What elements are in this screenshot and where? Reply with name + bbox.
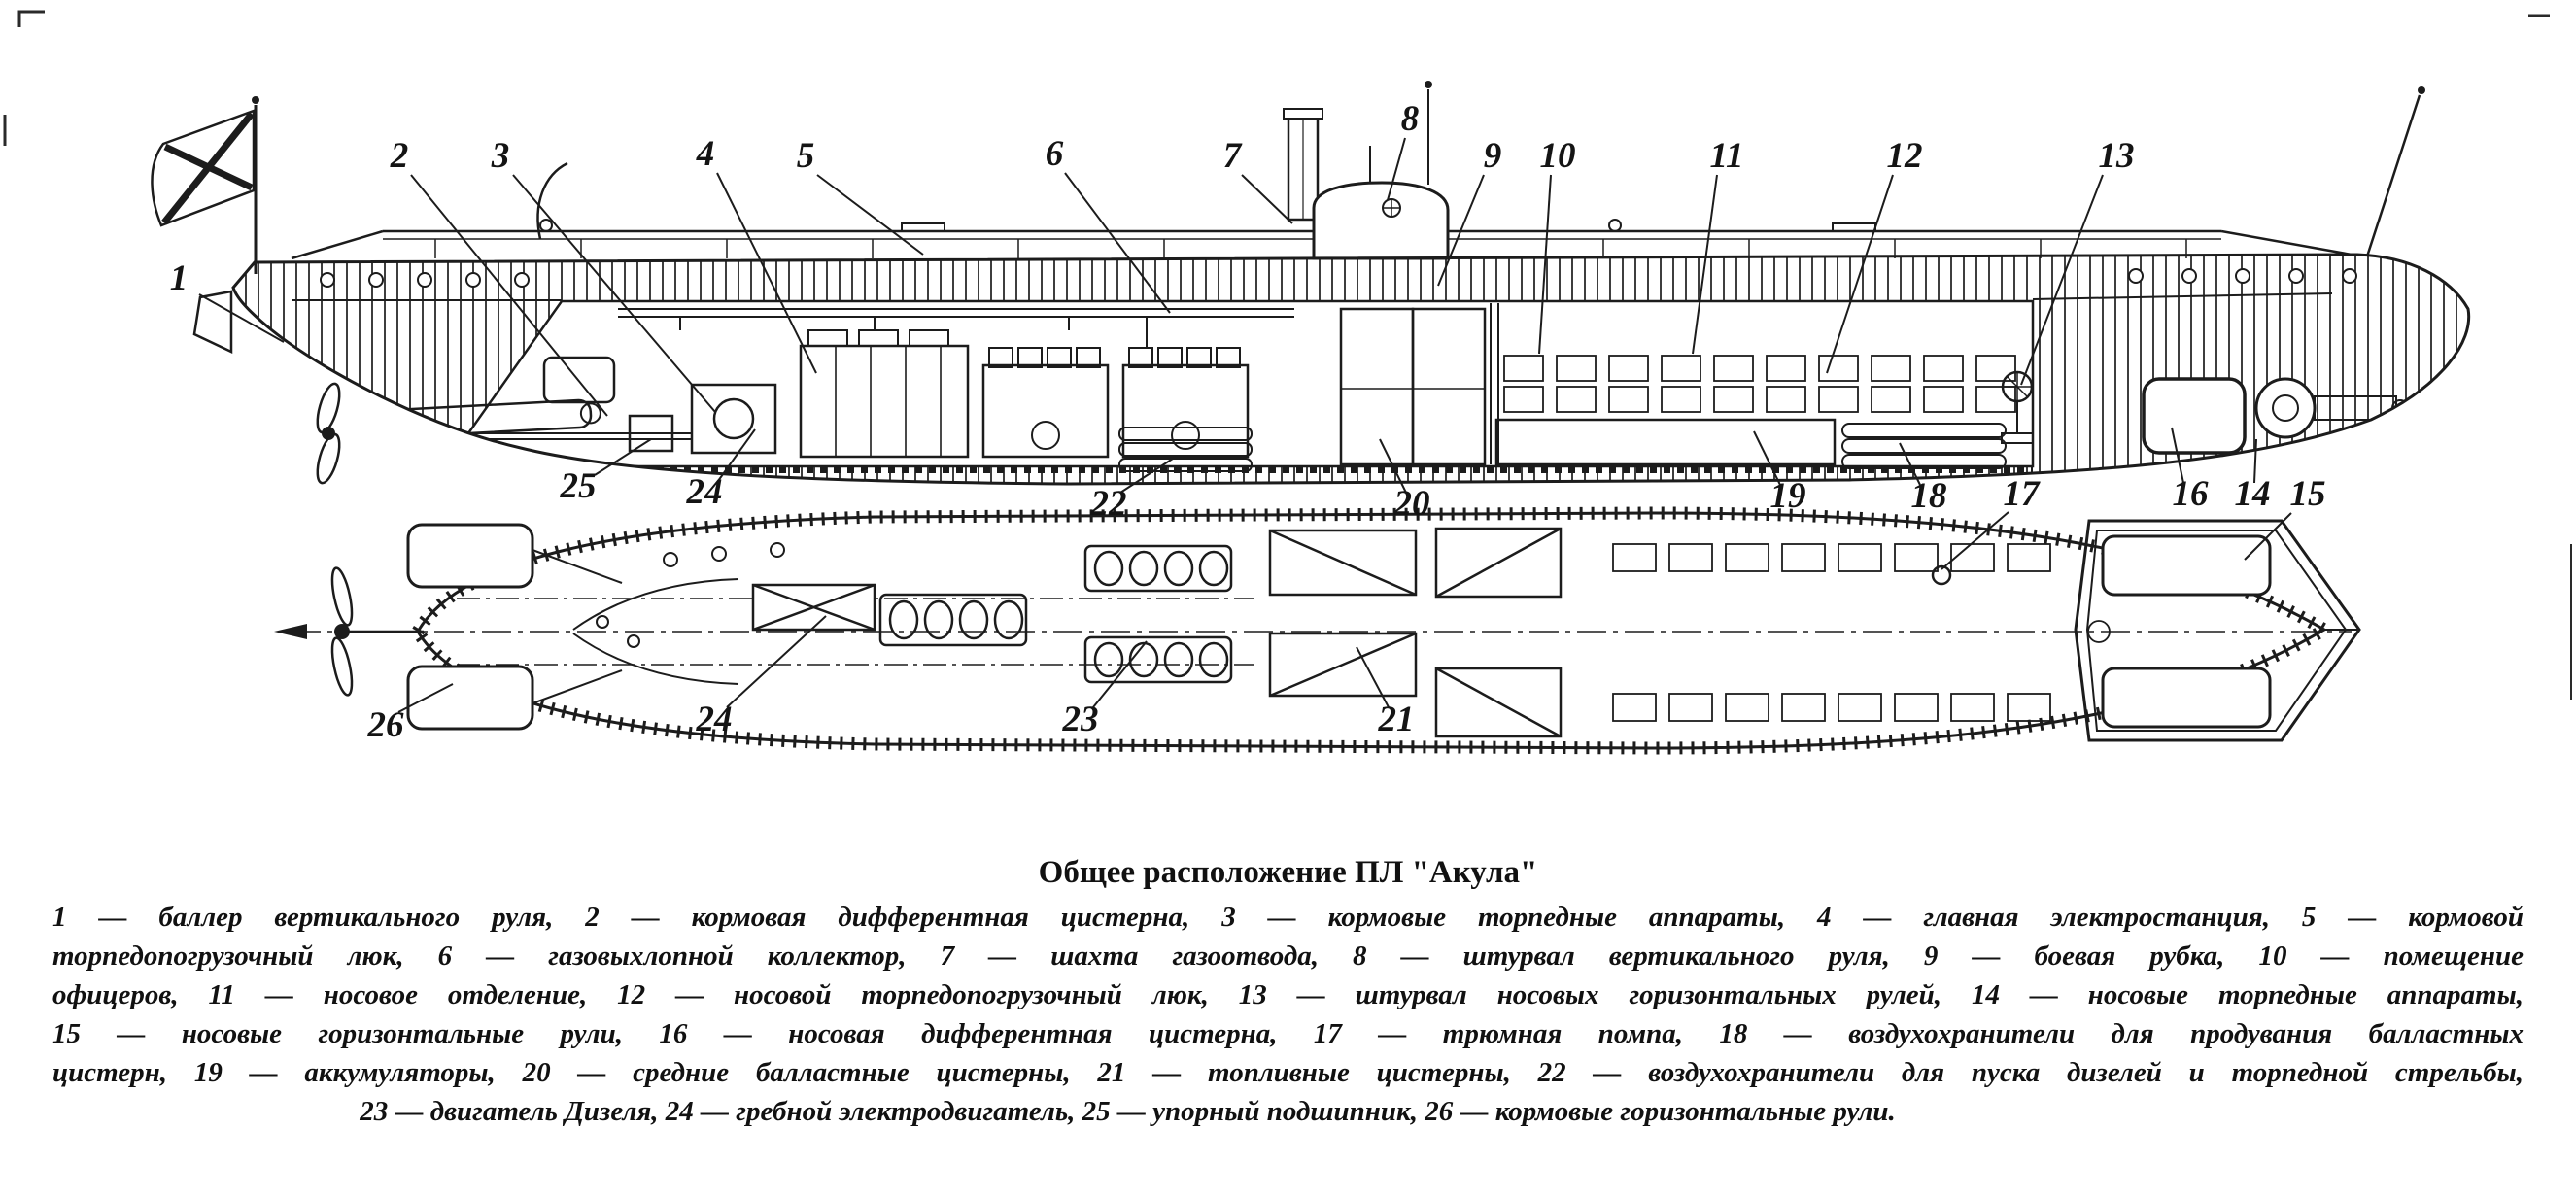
callout-number-11: 11	[1709, 136, 1744, 176]
callout-number-12: 12	[1886, 136, 1923, 176]
legend-line-3: офицеров, 11 — носовое отделение, 12 — носовой торпедопогрузочный люк, 13 — штурвал носовых горизонтальных рулей, 14 — носовые торпедные аппараты,	[52, 979, 2524, 1010]
electric-motor-plan	[753, 585, 875, 630]
bow-trim-tank	[2144, 379, 2245, 453]
legend-line-1: 1 — баллер вертикального руля, 2 — кормовая дифферентная цистерна, 3 — кормовые торпедные аппараты, 4 — главная электростанция, 5 — кормовой	[52, 902, 2524, 933]
ventilator-icon	[1609, 220, 1621, 231]
propeller-plan-icon	[274, 566, 424, 697]
ventilator-icon	[540, 220, 552, 231]
legend-line-6: 23 — двигатель Дизеля, 24 — гребной электродвигатель, 25 — упорный подшипник, 26 — кормовые горизонтальные рули.	[360, 1096, 1896, 1127]
callout-number-16: 16	[2172, 474, 2209, 514]
callout-number-22: 22	[1090, 484, 1127, 524]
callout-number-6: 6	[1045, 134, 1064, 174]
callout-number-15: 15	[2289, 474, 2326, 514]
callout-number-23: 23	[1062, 700, 1099, 739]
callout-number-14: 14	[2234, 474, 2271, 514]
naval-flag-st-andrew-icon	[152, 96, 259, 274]
callout-number-13: 13	[2098, 136, 2135, 176]
callout-number-10: 10	[1539, 136, 1576, 176]
callout-number-17: 17	[2003, 474, 2040, 514]
legend-line-2: торпедопогрузочный люк, 6 — газовыхлопной коллектор, 7 — шахта газоотвода, 8 — штурвал вертикального руля, 9 — боевая рубка, 10 — помещение	[52, 940, 2524, 972]
callout-number-1: 1	[169, 258, 189, 298]
callout-number-25: 25	[560, 466, 597, 506]
aft-davit	[538, 163, 567, 239]
callout-number-5: 5	[796, 136, 815, 176]
callout-number-7: 7	[1222, 136, 1242, 176]
figure-title: Общее расположение ПЛ "Акула"	[1038, 855, 1538, 890]
callout-leader-7	[1242, 175, 1292, 223]
callout-number-20: 20	[1393, 484, 1430, 524]
callout-number-9: 9	[1483, 136, 1502, 176]
plan-view	[274, 513, 2359, 748]
callout-number-18: 18	[1910, 476, 1947, 516]
callout-number-24: 24	[686, 472, 723, 512]
callout-leader-5	[817, 175, 923, 255]
legend-line-5: цистерн, 19 — аккумуляторы, 20 — средние балластные цистерны, 21 — топливные цистерны, 22 — воздухохранители для пуска дизелей и торпедной стрельбы,	[52, 1057, 2524, 1088]
callout-number-3: 3	[491, 136, 510, 176]
callout-number-19: 19	[1769, 476, 1806, 516]
callout-number-24: 24	[696, 700, 733, 739]
propeller-side-icon	[313, 382, 344, 486]
callout-number-8: 8	[1400, 99, 1420, 139]
signal-mast	[1425, 81, 1432, 185]
figure-legend	[0, 894, 2576, 1131]
vertical-rudder-wheel-icon	[1383, 199, 1400, 217]
vertical-rudder	[194, 291, 231, 352]
callout-number-4: 4	[696, 134, 715, 174]
legend-line-4: 15 — носовые горизонтальные рули, 16 — носовая дифферентная цистерна, 17 — трюмная помпа, 18 — воздухохранители для продувания балластных	[52, 1018, 2524, 1049]
bow-jackstaff	[2367, 86, 2425, 256]
callout-number-2: 2	[390, 136, 409, 176]
callout-number-26: 26	[367, 705, 404, 745]
caption-block	[0, 851, 2576, 1131]
callout-number-21: 21	[1378, 700, 1415, 739]
